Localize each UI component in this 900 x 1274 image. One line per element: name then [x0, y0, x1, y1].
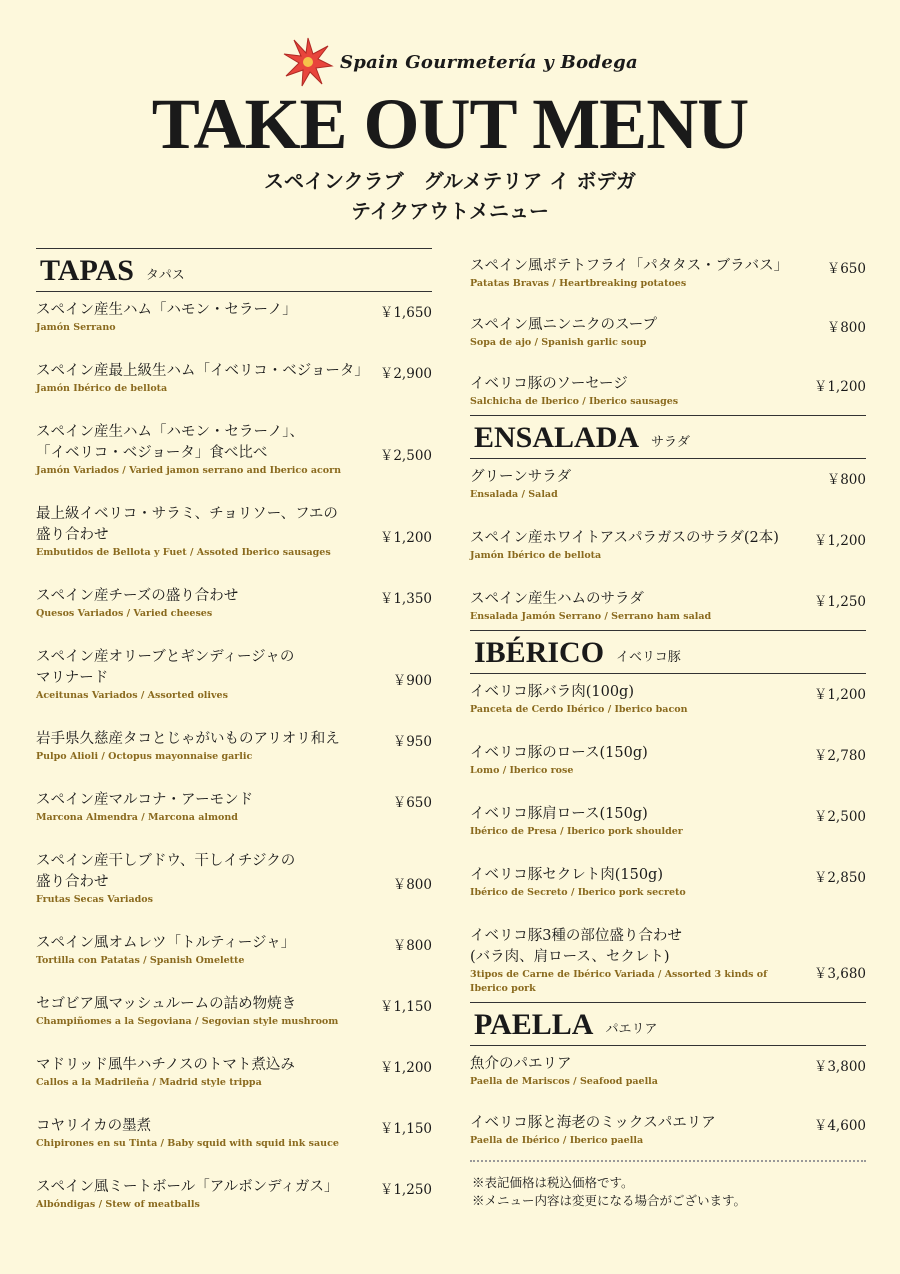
menu-item-price: ￥1,150 [379, 999, 432, 1015]
menu-item-text [470, 804, 808, 839]
menu-item-subtitle: Patatas Bravas / Heartbreaking potatoes [470, 278, 687, 289]
subtitle-line-2: テイクアウトメニュー [351, 199, 549, 223]
menu-item [36, 504, 432, 560]
ensalada-list [470, 467, 866, 624]
menu-item-name: スペイン風ニンニクのスープ [470, 317, 658, 333]
menu-item-price: ￥1,200 [813, 379, 866, 395]
section-title: PAELLA [474, 1008, 594, 1041]
menu-item-name: 魚介のパエリア [470, 1056, 572, 1072]
menu-item-price: ￥800 [826, 472, 866, 488]
menu-item [36, 422, 432, 478]
tapas-list [36, 300, 432, 1212]
subtitle-line-1: スペインクラブ グルメテリア イ ボデガ [264, 169, 636, 193]
menu-item-name: スペイン産チーズの盛り合わせ [36, 588, 239, 604]
menu-item-name: スペイン風オムレツ「トルティージャ」 [36, 935, 296, 951]
menu-item-price: ￥1,200 [813, 533, 866, 549]
menu-item-name: イベリコ豚と海老のミックスパエリア [470, 1115, 716, 1131]
menu-item-price: ￥900 [392, 673, 432, 689]
logo [282, 36, 638, 88]
menu-item-name: イベリコ豚肩ロース(150g) [470, 806, 648, 822]
menu-item-text [36, 422, 374, 478]
menu-item-name: マドリッド風牛ハチノスのトマト煮込み [36, 1057, 295, 1073]
menu-item [36, 647, 432, 703]
menu-item-price: ￥1,650 [379, 305, 432, 321]
menu-item-subtitle: Marcona Almendra / Marcona almond [36, 812, 238, 823]
menu-item-subtitle: Ibérico de Presa / Iberico pork shoulder [470, 826, 683, 837]
menu-item-text [470, 1054, 808, 1089]
menu-item [36, 729, 432, 764]
flower-logo-icon [282, 36, 334, 88]
menu-item-subtitle: Ensalada Jamón Serrano / Serrano ham salad [470, 611, 712, 622]
section-title-jp: サラダ [651, 435, 690, 450]
menu-item-subtitle: Lomo / Iberico rose [470, 765, 574, 776]
menu-item-subtitle: Chipirones en su Tinta / Baby squid with squid ink sauce [36, 1138, 339, 1149]
menu-item-price: ￥3,680 [813, 966, 866, 982]
section-title-jp: イベリコ豚 [616, 650, 681, 665]
menu-item [36, 300, 432, 335]
section-header-ensalada [470, 415, 866, 459]
menu-item [470, 804, 866, 839]
right-column [470, 248, 866, 1210]
menu-item-name: イベリコ豚バラ肉(100g) [470, 684, 634, 700]
section-header-tapas [36, 248, 432, 292]
menu-item-name: スペイン産ホワイトアスパラガスのサラダ(2本) [470, 530, 779, 546]
menu-item [36, 851, 432, 907]
menu-item [470, 528, 866, 563]
section-header-iberico [470, 630, 866, 674]
menu-item-name: スペイン産最上級生ハム「イベリコ・ベジョータ」 [36, 363, 369, 379]
notes [470, 1174, 866, 1210]
menu-item-text [36, 300, 374, 335]
iberico-list [470, 682, 866, 996]
menu-item-text [470, 682, 808, 717]
left-column [36, 248, 432, 1212]
menu-item [36, 1055, 432, 1090]
menu-item-price: ￥1,250 [379, 1182, 432, 1198]
menu-item [470, 682, 866, 717]
menu-item-price: ￥950 [392, 734, 432, 750]
menu-item-name: スペイン産生ハムのサラダ [470, 591, 644, 607]
menu-item-subtitle: Sopa de ajo / Spanish garlic soup [470, 337, 647, 348]
menu-item-subtitle: Jamón Variados / Varied jamon serrano and Iberico acorn [36, 465, 342, 476]
menu-item-price: ￥2,850 [813, 870, 866, 886]
menu-item [36, 586, 432, 621]
menu-item-name: イベリコ豚のロース(150g) [470, 745, 648, 761]
section-title-jp: パエリア [605, 1022, 658, 1037]
menu-item [470, 256, 866, 291]
menu-item-text [36, 851, 387, 907]
menu-item [36, 933, 432, 968]
menu-item [470, 743, 866, 778]
menu-item-subtitle: Albóndigas / Stew of meatballs [36, 1199, 200, 1210]
menu-item-subtitle: Quesos Variados / Varied cheeses [36, 608, 213, 619]
menu-item-price: ￥800 [826, 320, 866, 336]
menu-item-price: ￥4,600 [813, 1118, 866, 1134]
menu-item-subtitle: Jamón Ibérico de bellota [36, 383, 168, 394]
menu-item-price: ￥2,500 [813, 809, 866, 825]
menu-item-price: ￥650 [826, 261, 866, 277]
menu-item-price: ￥1,150 [379, 1121, 432, 1137]
menu-item-subtitle: 3tipos de Carne de Ibérico Variada / Assorted 3 kinds of Iberico pork [470, 969, 768, 994]
menu-item [470, 589, 866, 624]
menu-item-subtitle: Callos a la Madrileña / Madrid style trippa [36, 1077, 262, 1088]
menu-item [470, 315, 866, 350]
menu-item-text [36, 1055, 374, 1090]
menu-item-subtitle: Tortilla con Patatas / Spanish Omelette [36, 955, 245, 966]
paella-list [470, 1054, 866, 1148]
note-change: ※メニュー内容は変更になる場合がございます。 [472, 1193, 747, 1208]
menu-item [470, 1054, 866, 1089]
menu-item-text [36, 361, 374, 396]
menu-item-text [36, 1116, 374, 1151]
menu-item-name: グリーンサラダ [470, 469, 572, 485]
menu-item-name: スペイン産生ハム「ハモン・セラーノ」 [36, 302, 297, 318]
dotted-divider [470, 1160, 866, 1162]
menu-item-subtitle: Aceitunas Variados / Assorted olives [36, 690, 228, 701]
menu-item-subtitle: Frutas Secas Variados [36, 894, 153, 905]
menu-item-price: ￥650 [392, 795, 432, 811]
menu-item [470, 467, 866, 502]
menu-item-subtitle: Ensalada / Salad [470, 489, 558, 500]
menu-item-price: ￥1,200 [379, 1060, 432, 1076]
menu-item [36, 1177, 432, 1212]
brand-name: Spain Gourmetería y Bodega [340, 51, 638, 73]
menu-item-text [470, 589, 808, 624]
menu-item-text [36, 647, 387, 703]
menu-item-price: ￥2,780 [813, 748, 866, 764]
menu-item-text [36, 504, 374, 560]
menu-item-subtitle: Jamón Ibérico de bellota [470, 550, 602, 561]
menu-item-text [36, 790, 387, 825]
menu-item-subtitle: Paella de Ibérico / Iberico paella [470, 1135, 644, 1146]
menu-item [36, 790, 432, 825]
menu-item [470, 865, 866, 900]
menu-item-price: ￥1,200 [379, 530, 432, 546]
menu-item-name: イベリコ豚セクレト肉(150g) [470, 867, 663, 883]
menu-item-subtitle: Jamón Serrano [36, 322, 116, 333]
menu-item-name: スペイン産干しブドウ、干しイチジクの 盛り合わせ [36, 853, 296, 890]
menu-item-price: ￥1,250 [813, 594, 866, 610]
menu-item-name: スペイン産マルコナ・アーモンド [36, 792, 254, 808]
section-title-jp: タパス [145, 268, 185, 283]
menu-item [470, 926, 866, 996]
menu-item-text [470, 315, 821, 350]
header [0, 0, 900, 240]
menu-item-name: スペイン産生ハム「ハモン・セラーノ」、 「イベリコ・ベジョータ」食べ比べ [36, 424, 304, 461]
menu-item-text [36, 933, 387, 968]
menu-item-name: 最上級イベリコ・サラミ、チョリソー、フエの 盛り合わせ [36, 506, 338, 543]
menu-item [36, 1116, 432, 1151]
section-title: IBÉRICO [474, 636, 605, 669]
menu-item-name: 岩手県久慈産タコとじゃがいものアリオリ和え [36, 731, 340, 747]
menu-item-text [36, 586, 374, 621]
menu-item-text [470, 1113, 808, 1148]
menu-item-subtitle: Salchicha de Iberico / Iberico sausages [470, 396, 679, 407]
menu-item-subtitle: Ibérico de Secreto / Iberico pork secreto [470, 887, 686, 898]
menu-item-subtitle: Pulpo Alioli / Octopus mayonnaise garlic [36, 751, 253, 762]
menu-item-text [36, 994, 374, 1029]
menu-item [36, 994, 432, 1029]
menu-item-text [36, 1177, 374, 1212]
menu-item-text [470, 467, 821, 502]
section-header-paella [470, 1002, 866, 1046]
menu-item-name: スペイン風ポテトフライ「パタタス・ブラバス」 [470, 258, 789, 274]
menu-item-name: セゴビア風マッシュルームの詰め物焼き [36, 996, 297, 1012]
menu-item-price: ￥1,350 [379, 591, 432, 607]
menu-item [36, 361, 432, 396]
section-title: ENSALADA [474, 421, 640, 454]
note-tax: ※表記価格は税込価格です。 [472, 1175, 634, 1190]
menu-item [470, 374, 866, 409]
menu-item-price: ￥3,800 [813, 1059, 866, 1075]
menu-item-price: ￥800 [392, 877, 432, 893]
menu-item-name: イベリコ豚3種の部位盛り合わせ (バラ肉、肩ロース、セクレト) [470, 928, 682, 965]
menu-item-subtitle: Panceta de Cerdo Ibérico / Iberico bacon [470, 704, 688, 715]
menu-item-text [470, 374, 808, 409]
page-title: TAKE OUT MENU [151, 84, 749, 164]
menu-item-text [470, 528, 808, 563]
menu-item-price: ￥2,900 [379, 366, 432, 382]
menu-item-name: スペイン風ミートボール「アルボンディガス」 [36, 1179, 339, 1195]
menu-item-subtitle: Champiñomes a la Segoviana / Segovian style mushroom [36, 1016, 339, 1027]
menu-item-name: コヤリイカの墨煮 [36, 1118, 152, 1134]
menu-item-price: ￥1,200 [813, 687, 866, 703]
menu-item-text [470, 926, 808, 996]
menu-item-text [470, 256, 821, 291]
menu-item-text [470, 865, 808, 900]
section-title: TAPAS [40, 254, 134, 287]
menu-item-price: ￥800 [392, 938, 432, 954]
menu-item-subtitle: Paella de Mariscos / Seafood paella [470, 1076, 658, 1087]
page-subtitle [0, 166, 900, 226]
menu-item-subtitle: Embutidos de Bellota y Fuet / Assoted Iberico sausages [36, 547, 331, 558]
menu-item [470, 1113, 866, 1148]
menu-item-price: ￥2,500 [379, 448, 432, 464]
menu-item-name: イベリコ豚のソーセージ [470, 376, 628, 392]
tapas-continued-list [470, 256, 866, 409]
menu-item-text [470, 743, 808, 778]
menu-item-name: スペイン産オリーブとギンディージャの マリナード [36, 649, 295, 686]
menu-item-text [36, 729, 387, 764]
